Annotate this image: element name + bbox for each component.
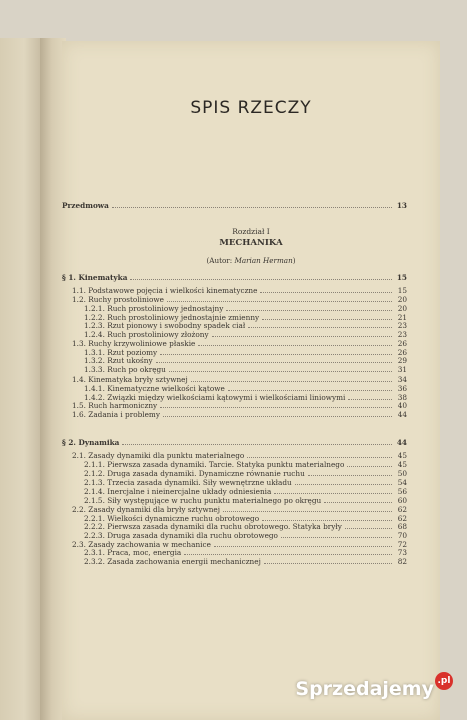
toc-entry [84, 557, 407, 566]
toc-entry [84, 469, 407, 478]
toc-entry [84, 487, 407, 496]
toc-entry-page: 21 [397, 313, 407, 322]
toc-entry-label: 2.1.4. Inercjalne i nieinercjalne układy odniesienia [84, 487, 272, 496]
toc-entry-label: 2.3.2. Zasada zachowania energii mechanicznej [84, 557, 261, 566]
toc-leader [214, 546, 392, 547]
toc-leader [260, 292, 392, 293]
toc-entry-page: 15 [397, 286, 407, 295]
toc-entry [72, 451, 407, 460]
toc-entry [84, 321, 407, 330]
toc-leader [156, 362, 392, 363]
toc-entry-page: 38 [397, 393, 407, 402]
toc-entry-page: 20 [397, 295, 407, 304]
toc-entry [84, 356, 407, 365]
toc-entry-label: 2.1. Zasady dynamiki dla punktu materialnego [72, 451, 245, 460]
toc-entry-page: 23 [397, 330, 407, 339]
toc-entry-page: 29 [397, 356, 407, 365]
toc-leader [160, 354, 392, 355]
toc-leader [248, 327, 392, 328]
toc-leader [308, 475, 392, 476]
toc-entry [72, 339, 407, 348]
toc-entry-page: 20 [397, 304, 407, 313]
toc-entry-label: 2.1.3. Trzecia zasada dynamiki. Siły wewnętrzne układu [84, 478, 292, 487]
book-page [62, 41, 440, 720]
toc-entry-page: 44 [396, 438, 407, 447]
toc-entry-page: 54 [397, 478, 407, 487]
toc-entry-label: 1.1. Podstawowe pojęcia i wielkości kinematyczne [72, 286, 258, 295]
toc-entry-page: 45 [397, 460, 407, 469]
toc-leader [184, 554, 392, 555]
toc-leader [247, 457, 392, 458]
author-suffix: ) [292, 256, 296, 265]
toc-entry-label: 1.4.2. Związki między wielkościami kątowymi i wielkościami liniowymi [84, 393, 346, 402]
toc-entry-label: 1.3.1. Rzut poziomy [84, 348, 158, 357]
toc-entry-page: 68 [397, 522, 407, 531]
toc-entry [72, 410, 407, 419]
toc-entry-label: § 1. Kinematyka [62, 273, 128, 282]
toc-leader [281, 537, 392, 538]
toc-entry-label: 1.4. Kinematyka bryły sztywnej [72, 375, 188, 384]
toc-entry [84, 460, 407, 469]
toc-entry-label: 2.1.5. Siły występujące w ruchu punktu materialnego po okręgu [84, 496, 322, 505]
toc-leader [163, 416, 392, 417]
toc-entry [84, 384, 407, 393]
toc-leader [274, 493, 392, 494]
toc-leader [122, 444, 392, 445]
toc-preface-page: 13 [396, 201, 407, 210]
author-prefix: (Autor: [206, 256, 233, 265]
toc-preface-label: Przedmowa [62, 201, 109, 210]
toc-entry [84, 304, 407, 313]
toc-leader [348, 399, 392, 400]
toc-entry [84, 365, 407, 374]
toc-entry-label: 1.3. Ruchy krzywoliniowe płaskie [72, 339, 196, 348]
toc-entry-page: 40 [397, 401, 407, 410]
toc-entry-label: 1.2.1. Ruch prostoliniowy jednostajny [84, 304, 224, 313]
toc-leader [228, 390, 392, 391]
toc-entry-label: 2.3.1. Praca, moc, energia [84, 548, 182, 557]
watermark-logo-dot: .pl [435, 672, 453, 690]
toc-leader [112, 207, 392, 208]
toc-entry-label: 1.4.1. Kinematyczne wielkości kątowe [84, 384, 225, 393]
toc-entry-page: 26 [397, 339, 407, 348]
toc-entry-page: 15 [396, 273, 407, 282]
toc-entry-label: 1.5. Ruch harmoniczny [72, 401, 158, 410]
toc-entry [84, 522, 407, 531]
toc-entry [84, 478, 407, 487]
toc-leader [169, 371, 392, 372]
toc-leader [198, 345, 392, 346]
toc-leader [262, 520, 392, 521]
toc-entry-page: 50 [397, 469, 407, 478]
toc-entry-label: 1.3.3. Ruch po okręgu [84, 365, 166, 374]
sprzedajemy-watermark [295, 678, 453, 700]
toc-entry [62, 438, 407, 447]
toc-entry [72, 401, 407, 410]
toc-leader [212, 336, 392, 337]
toc-entry [62, 273, 407, 282]
author-name: Marian Herman [234, 256, 293, 265]
toc-entry-page: 23 [397, 321, 407, 330]
toc-entry-label: 2.2.3. Druga zasada dynamiki dla ruchu obrotowego [84, 531, 278, 540]
toc-entry-label: 2.3. Zasady zachowania w mechanice [72, 540, 211, 549]
toc-entry [84, 330, 407, 339]
toc-leader [226, 310, 392, 311]
toc-entry [72, 375, 407, 384]
left-page-edge [0, 38, 40, 720]
toc-entry [84, 496, 407, 505]
toc-entry-label: § 2. Dynamika [62, 438, 120, 447]
toc-leader [167, 301, 392, 302]
chapter-label: Rozdział I [232, 227, 270, 236]
toc-leader [223, 511, 392, 512]
chapter-title: MECHANIKA [219, 238, 283, 248]
toc-entry-label: 2.2.1. Wielkości dynamiczne ruchu obrotowego [84, 514, 260, 523]
toc-leader [160, 407, 392, 408]
toc-entry-page: 34 [397, 375, 407, 384]
toc-entry [72, 295, 407, 304]
toc-entry-label: 1.2.2. Ruch prostoliniowy jednostajnie zmienny [84, 313, 260, 322]
toc-entry-page: 62 [397, 514, 407, 523]
toc-leader [295, 484, 392, 485]
toc-entry-page: 44 [397, 410, 407, 419]
toc-entry [84, 531, 407, 540]
toc-entry [72, 505, 407, 514]
toc-entry [84, 548, 407, 557]
toc-entry-page: 73 [397, 548, 407, 557]
toc-leader [324, 502, 392, 503]
page-title: SPIS RZECZY [190, 98, 312, 118]
toc-entry-label: 1.2.4. Ruch prostoliniowy złożony [84, 330, 209, 339]
toc-leader [262, 319, 392, 320]
toc-leader [191, 381, 392, 382]
toc-leader [345, 528, 392, 529]
toc-entry-label: 1.6. Zadania i problemy [72, 410, 160, 419]
toc-entry-page: 62 [397, 505, 407, 514]
toc-entry-label: 1.2.3. Rzut pionowy i swobodny spadek ciał [84, 321, 246, 330]
toc-entry-page: 70 [397, 531, 407, 540]
toc-entry [72, 286, 407, 295]
toc-entry-label: 1.3.2. Rzut ukośny [84, 356, 153, 365]
toc-leader [264, 563, 392, 564]
toc-entry-page: 26 [397, 348, 407, 357]
toc-preface [62, 201, 407, 210]
chapter-author [62, 256, 440, 265]
toc-entry-label: 1.2. Ruchy prostoliniowe [72, 295, 164, 304]
toc-entry-page: 60 [397, 496, 407, 505]
toc-entry-page: 82 [397, 557, 407, 566]
toc-entry-label: 2.1.2. Druga zasada dynamiki. Dynamiczne równanie ruchu [84, 469, 305, 478]
toc-entry-page: 45 [397, 451, 407, 460]
toc-entry-page: 72 [397, 540, 407, 549]
toc-leader [347, 466, 392, 467]
toc-entry-label: 2.2. Zasady dynamiki dla bryły sztywnej [72, 505, 220, 514]
toc-entry-label: 2.1.1. Pierwsza zasada dynamiki. Tarcie. Statyka punktu materialnego [84, 460, 345, 469]
toc-entry-page: 56 [397, 487, 407, 496]
toc-entry-page: 31 [397, 365, 407, 374]
watermark-text: Sprzedajemy [295, 678, 434, 700]
toc-entry-page: 36 [397, 384, 407, 393]
toc-entry-label: 2.2.2. Pierwsza zasada dynamiki dla ruchu obrotowego. Statyka bryły [84, 522, 342, 531]
toc-leader [130, 279, 392, 280]
